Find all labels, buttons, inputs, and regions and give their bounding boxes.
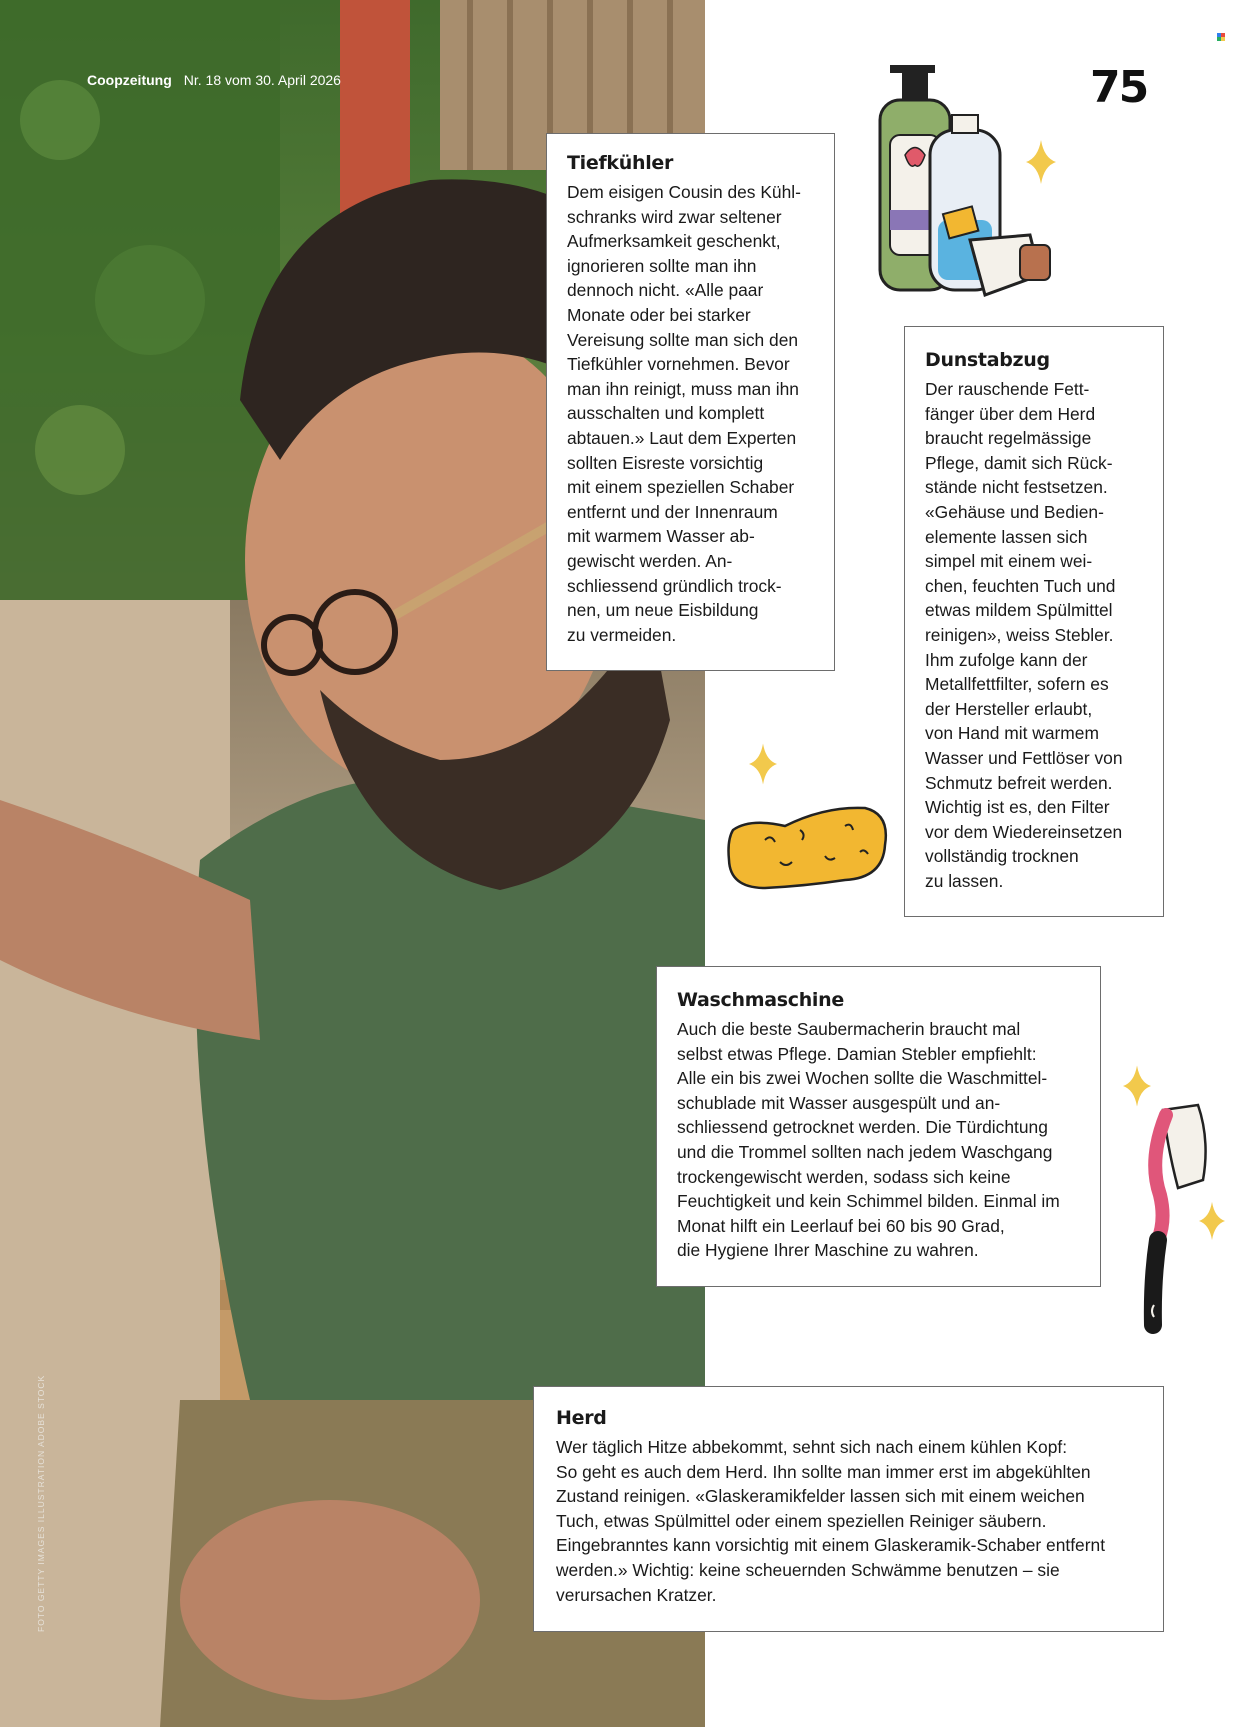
section-title: Waschmaschine	[677, 989, 844, 1011]
section-dunstabzug	[904, 326, 1164, 917]
section-body: Wer täglich Hitze abbekommt, sehnt sich nach einem kühlen Kopf: So geht es auch dem Herd. Ihn sollte man immer erst im abgekühlten Zustand reinigen. «Glaskeramikfelder lassen sich mit einem weichen Tuch, etwas Spülmittel oder einem speziellen Reiniger säubern. Eingebranntes kann vorsichtig mit einem Glaskeramik-Schaber entfernt werden.» Wichtig: keine scheuernden Schwämme benutzen – sie verursachen Kratzer.	[556, 1437, 1106, 1605]
section-title: Tiefkühler	[567, 152, 674, 174]
brand-name: Coopzeitung	[87, 72, 172, 88]
section-body: Auch die beste Saubermacherin braucht mal selbst etwas Pflege. Damian Stebler empfiehlt: Alle ein bis zwei Wochen sollte die Waschmittel- schublade mit Wasser ausgespült und an- schliessend getrocknet werden. Die Türdichtung und die Trommel sollten nach jedem Waschgang trockengewischt werden, sodass sich keine Feuchtigkeit und kein Schimmel bilden. Einmal im Monat hilft ein Leerlauf bei 60 bis 90 Grad, die Hygiene Ihrer Maschine zu wahren.	[677, 1019, 1060, 1261]
section-body: Dem eisigen Cousin des Kühl- schranks wird zwar seltener Aufmerksamkeit geschenkt, ignorieren sollte man ihn dennoch nicht. «Alle paar Monate oder bei starker Vereisung sollte man sich den Tiefkühler vornehmen. Bevor man ihn reinigt, muss man ihn ausschalten und komplett abtauen.» Laut dem Experten sollten Eisreste vorsichtig mit einem speziellen Schaber entfernt und der Innenraum mit warmem Wasser ab- gewischt werden. An- schliessend gründlich trock- nen, um neue Eisbildung zu vermeiden.	[567, 182, 801, 645]
section-body: Der rauschende Fett- fänger über dem Herd braucht regelmässige Pflege, damit sich Rück- stände nicht festsetzen. «Gehäuse und Bedien- elemente lassen sich simpel mit einem wei- chen, feuchten Tuch und etwas mildem Spülmittel reinigen», weiss Stebler. Ihm zufolge kann der Metallfettfilter, sofern es der Hersteller erlaubt, von Hand mit warmem Wasser und Fettlöser von Schmutz befreit werden. Wichtig ist es, den Filter vor dem Wiedereinsetzen vollständig trocknen zu lassen.	[925, 379, 1123, 891]
section-tiefkuehler	[546, 133, 835, 671]
sparkle-icon	[1026, 140, 1056, 184]
section-waschmaschine	[656, 966, 1101, 1287]
sponge-illustration	[725, 800, 890, 892]
section-title: Herd	[556, 1407, 607, 1429]
section-title: Dunstabzug	[925, 349, 1050, 371]
section-herd	[533, 1386, 1164, 1632]
color-marker-icon	[1217, 33, 1225, 41]
issue-info: Nr. 18 vom 30. April 2026	[183, 72, 341, 88]
photo-credit: FOTO GETTY IMAGES ILLUSTRATION ADOBE STOCK	[36, 1374, 46, 1632]
masthead	[87, 72, 341, 88]
toothbrush-illustration	[1118, 1100, 1213, 1340]
sparkle-icon	[749, 742, 777, 786]
page-number: 75	[1090, 62, 1148, 113]
